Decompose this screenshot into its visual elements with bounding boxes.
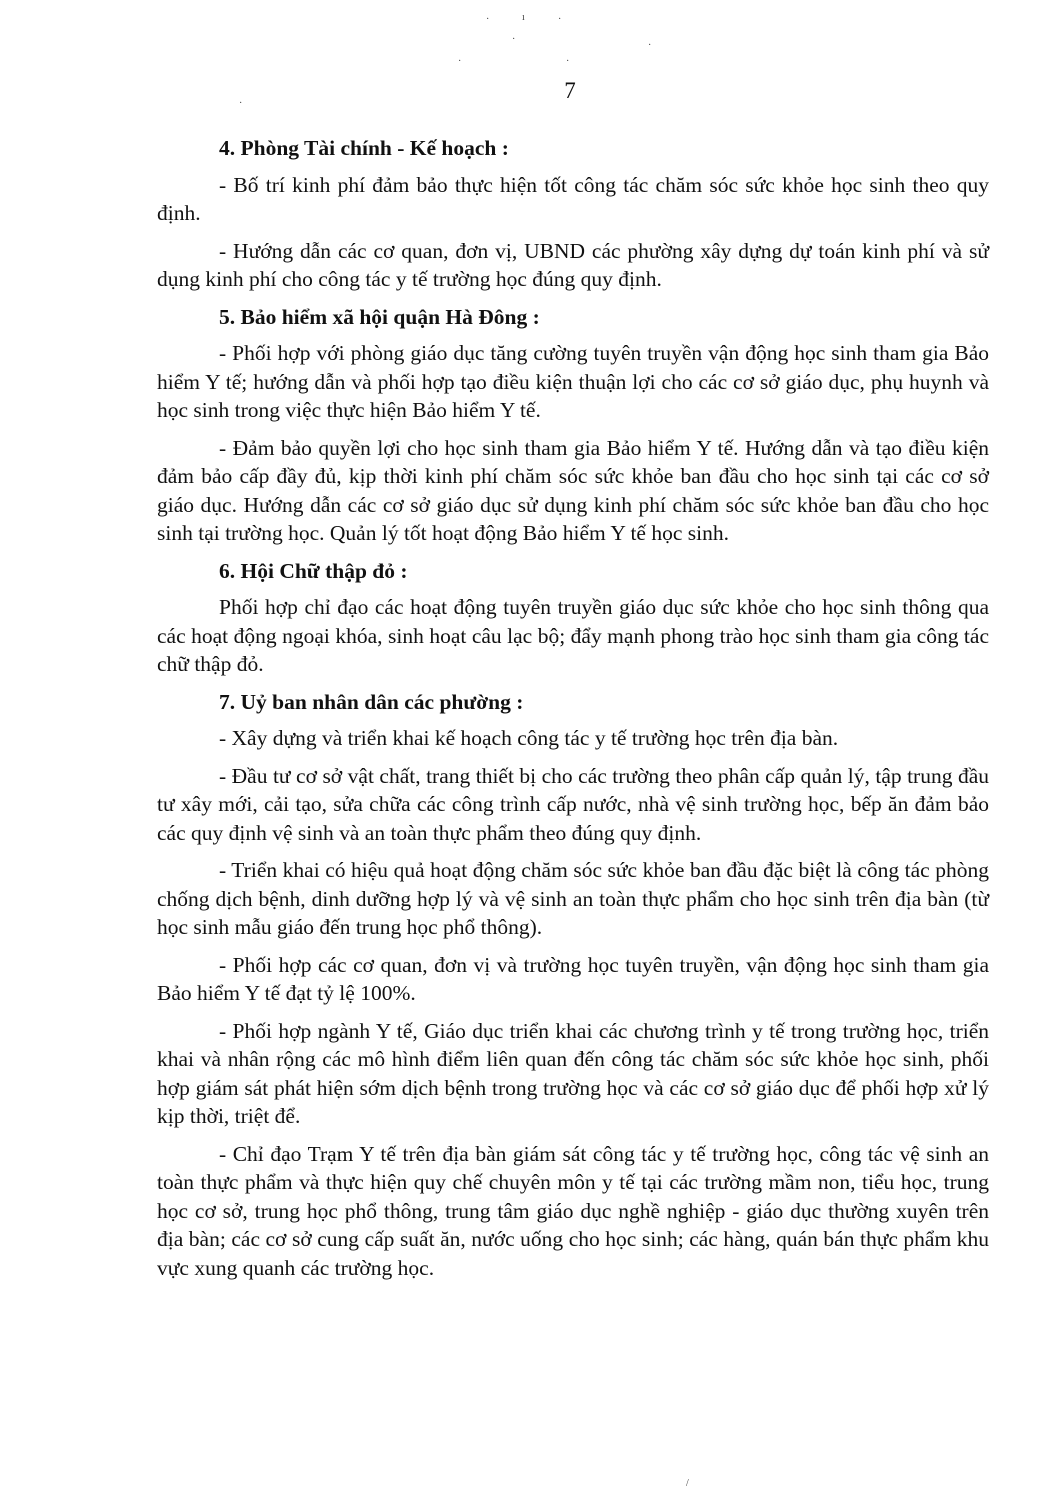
- paragraph: - Phối hợp ngành Y tế, Giáo dục triển khai các chương trình y tế trong trường học, triển khai và nhân rộng các mô hình điểm liên quan đến công tác chăm sóc sức khỏe học sinh, phối hợp giám sát phát hiện sớm dịch bệnh trong trường học và các cơ sở giáo dục để phối hợp xử lý kịp thời, triệt để.: [157, 1018, 989, 1128]
- paragraph: - Chỉ đạo Trạm Y tế trên địa bàn giám sát công tác y tế trường học, công tác vệ sinh an toàn thực phẩm và thực hiện quy chế chuyên môn y tế tại các trường mầm non, tiểu học, trung học cơ sở, trung học phổ thông, trung tâm giáo dục nghề nghiệp - giáo dục thường xuyên trên địa bàn; các cơ sở cung cấp suất ăn, nước uống cho học sinh; các hàng, quán bán thực phẩm khu vực xung quanh các trường học.: [157, 1141, 989, 1280]
- section-heading: 6. Hội Chữ thập đỏ :: [219, 558, 408, 583]
- section-red-cross: [157, 557, 989, 679]
- scan-speck: ·: [566, 56, 570, 67]
- scan-speck: ·: [239, 98, 243, 109]
- paragraph: - Phối hợp các cơ quan, đơn vị và trường học tuyên truyền, vận động học sinh tham gia Bảo hiểm Y tế đạt tỷ lệ 100%.: [157, 952, 989, 1005]
- scan-speck: ·: [648, 40, 652, 51]
- section-heading: 5. Bảo hiểm xã hội quận Hà Đông :: [219, 304, 540, 329]
- paragraph: - Đầu tư cơ sở vật chất, trang thiết bị cho các trường theo phân cấp quản lý, tập trung đầu tư xây mới, cải tạo, sửa chữa các công trình cấp nước, nhà vệ sinh trường học, bếp ăn đảm bảo các quy định vệ sinh và an toàn thực phẩm theo đúng quy định.: [157, 763, 989, 845]
- scan-speck: ·: [486, 14, 490, 25]
- paragraph: Phối hợp chỉ đạo các hoạt động tuyên truyền giáo dục sức khỏe cho học sinh thông qua các hoạt động ngoại khóa, sinh hoạt câu lạc bộ; đẩy mạnh phong trào học sinh tham gia công tác chữ thập đỏ.: [157, 595, 989, 676]
- paragraph: - Hướng dẫn các cơ quan, đơn vị, UBND các phường xây dựng dự toán kinh phí và sử dụng kinh phí cho công tác y tế trường học đúng quy định.: [157, 238, 989, 291]
- section-ward-committees: [157, 688, 989, 1283]
- scan-speck: ·: [458, 56, 462, 67]
- document-body: [157, 134, 989, 1291]
- scan-speck: /: [686, 1478, 689, 1489]
- section-social-insurance: [157, 303, 989, 548]
- paragraph: - Đảm bảo quyền lợi cho học sinh tham gia Bảo hiểm Y tế. Hướng dẫn và tạo điều kiện đảm bảo cấp đầy đủ, kịp thời kinh phí chăm sóc sức khỏe ban đầu cho học sinh tại các cơ sở giáo dục. Hướng dẫn các cơ sở giáo dục sử dụng kinh phí chăm sóc sức khỏe ban đầu cho học sinh tại trường học. Quản lý tốt hoạt động Bảo hiểm Y tế học sinh.: [157, 435, 989, 545]
- paragraph: - Xây dựng và triển khai kế hoạch công tác y tế trường học trên địa bàn.: [219, 726, 839, 750]
- scan-speck: ·: [512, 34, 516, 45]
- section-finance-planning: [157, 134, 989, 294]
- scan-speck: ·: [558, 14, 562, 25]
- section-heading: 4. Phòng Tài chính - Kế hoạch :: [219, 136, 509, 160]
- paragraph: - Triển khai có hiệu quả hoạt động chăm sóc sức khỏe ban đầu đặc biệt là công tác phòng chống dịch bệnh, dinh dưỡng hợp lý và vệ sinh an toàn thực phẩm cho học sinh trên địa bàn (từ học sinh mẫu giáo đến trung học phổ thông).: [157, 858, 989, 939]
- page-number: 7: [564, 78, 576, 103]
- paragraph: - Phối hợp với phòng giáo dục tăng cường tuyên truyền vận động học sinh tham gia Bảo hiểm Y tế; hướng dẫn và phối hợp tạo điều kiện thuận lợi cho các cơ sở giáo dục, phụ huynh và học sinh trong việc thực hiện Bảo hiểm Y tế.: [157, 341, 989, 422]
- section-heading: 7. Uỷ ban nhân dân các phường :: [219, 689, 524, 714]
- scan-speck: ı: [522, 12, 525, 23]
- paragraph: - Bố trí kinh phí đảm bảo thực hiện tốt công tác chăm sóc sức khỏe học sinh theo quy định.: [157, 172, 989, 225]
